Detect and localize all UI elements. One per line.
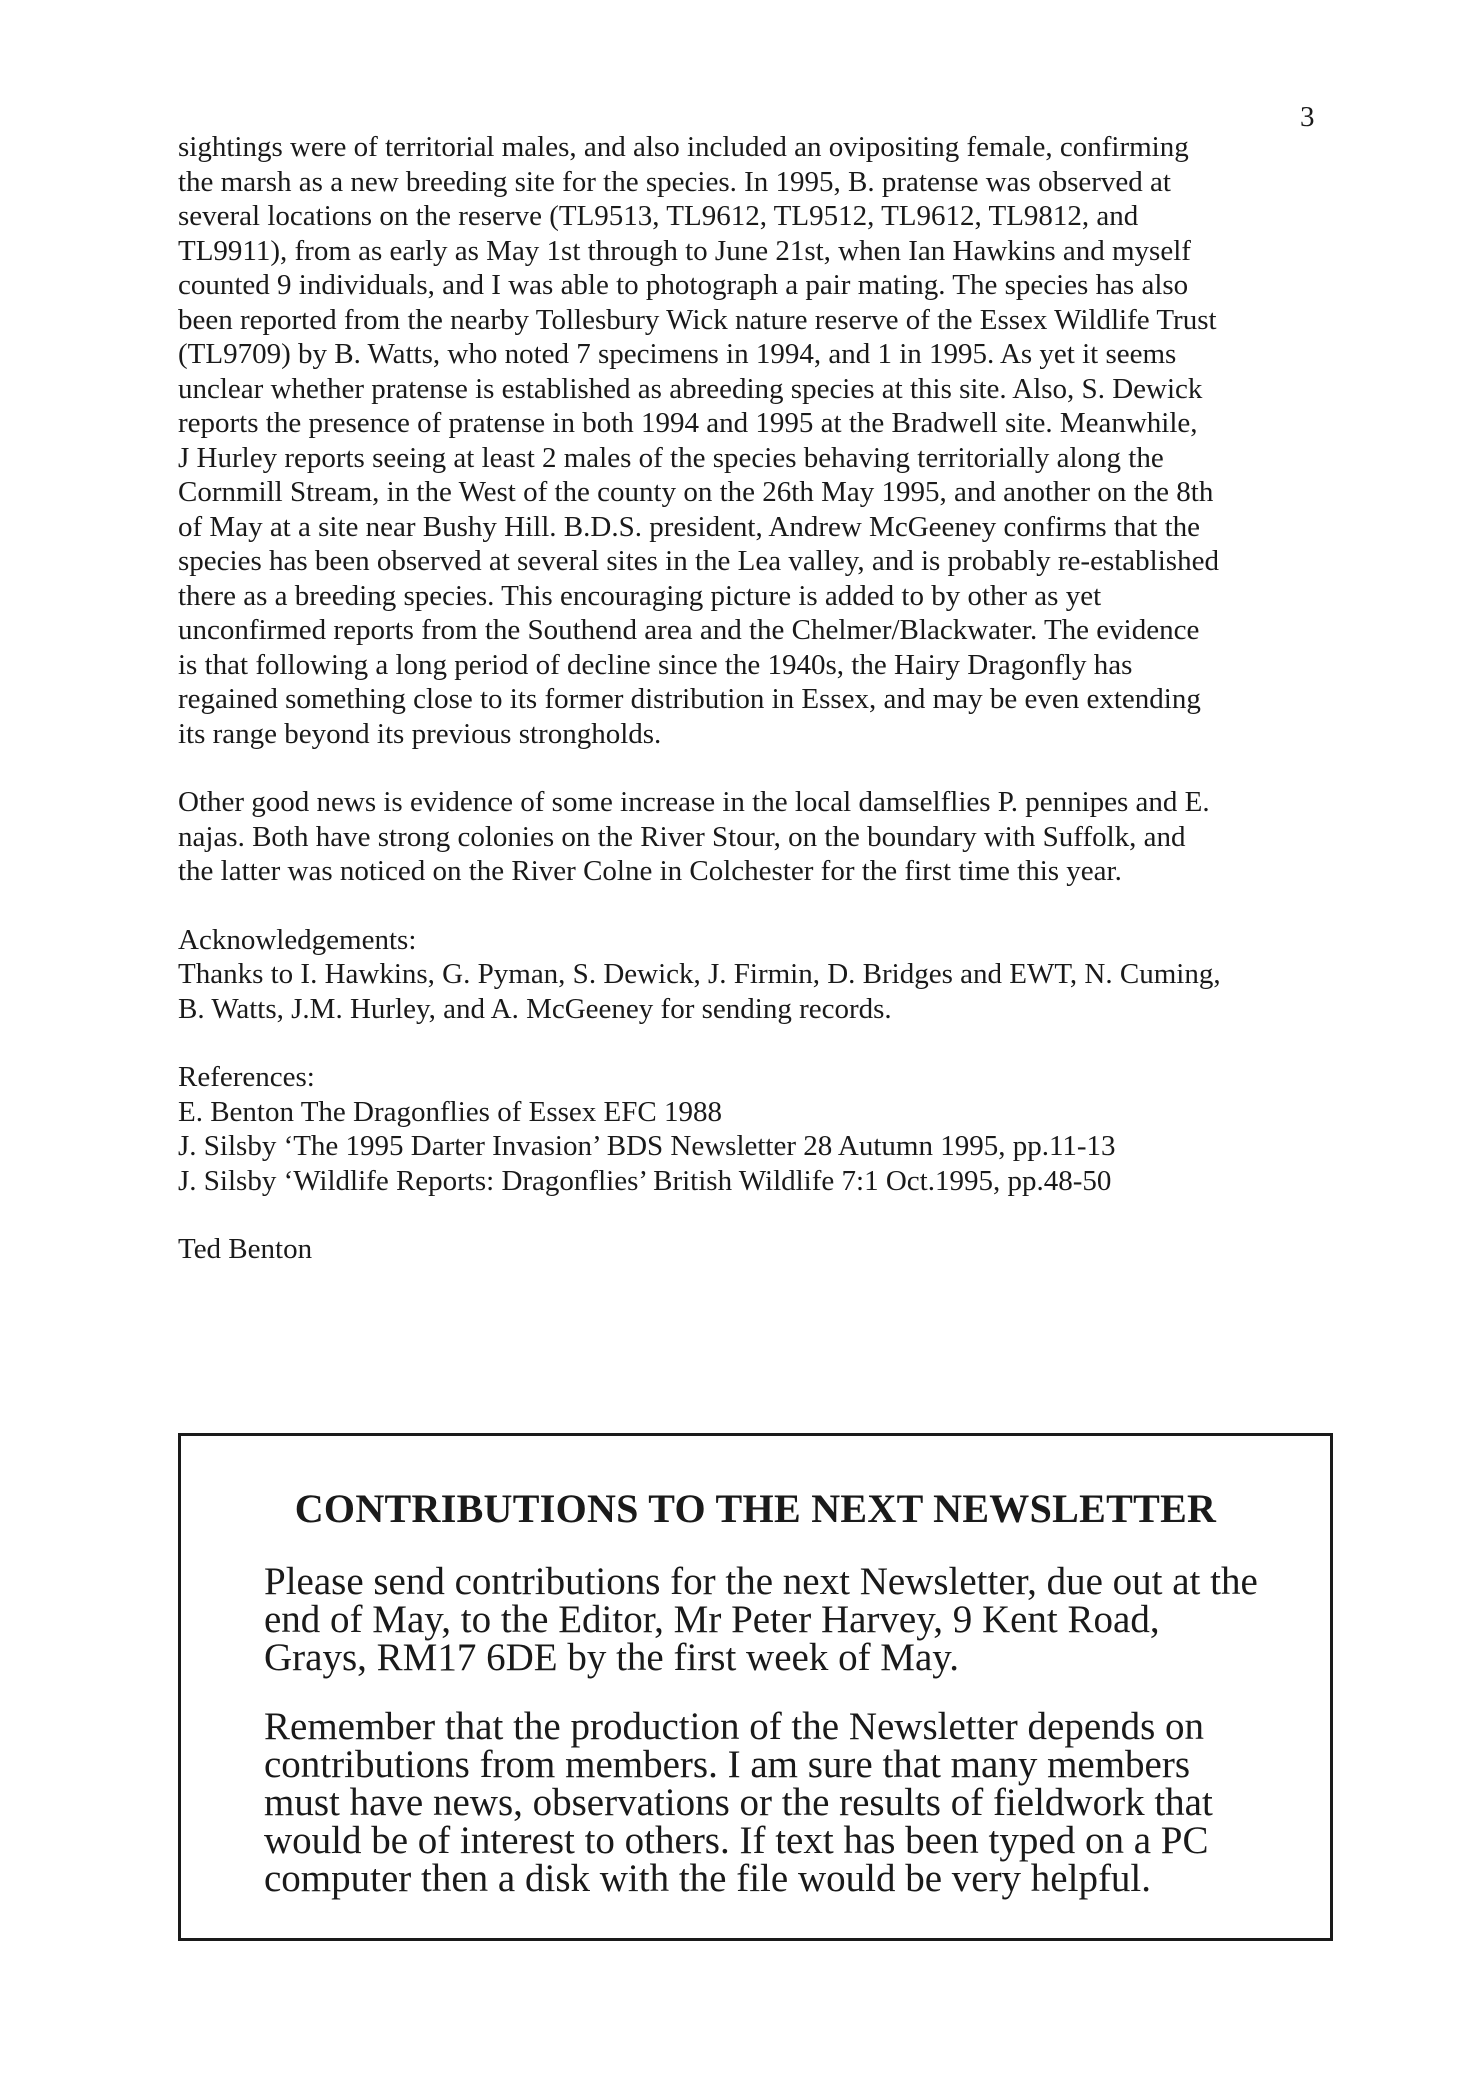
notice-line: must have news, observations or the results of fieldwork that [264, 1781, 1213, 1824]
text-line: J Hurley reports seeing at least 2 males of the species behaving territorially along the [178, 441, 1164, 474]
reference-item: E. Benton The Dragonflies of Essex EFC 1988 [178, 1095, 722, 1128]
reference-item: J. Silsby ‘Wildlife Reports: Dragonflies’ British Wildlife 7:1 Oct.1995, pp.48-50 [178, 1164, 1112, 1197]
contributions-notice-box [178, 1433, 1333, 1941]
references-heading: References: [178, 1061, 315, 1093]
text-line: its range beyond its previous strongholds. [178, 717, 662, 750]
notice-line: contributions from members. I am sure that many members [264, 1743, 1191, 1786]
text-line: the marsh as a new breeding site for the species. In 1995, B. pratense was observed at [178, 165, 1171, 198]
author-signature [178, 1232, 1358, 1267]
text-line: B. Watts, J.M. Hurley, and A. McGeeney for sending records. [178, 992, 892, 1025]
paragraph-gap [178, 751, 1358, 785]
text-line: regained something close to its former distribution in Essex, and may be even extending [178, 683, 1201, 715]
paragraph-damselflies [178, 785, 1358, 889]
acknowledgements [178, 923, 1358, 1027]
notice-line: Remember that the production of the Newsletter depends on [264, 1705, 1205, 1748]
text-line: najas. Both have strong colonies on the River Stour, on the boundary with Suffolk, and [178, 820, 1186, 853]
text-line: TL9911), from as early as May 1st through to June 21st, when Ian Hawkins and myself [178, 234, 1191, 267]
text-line: several locations on the reserve (TL9513, TL9612, TL9512, TL9612, TL9812, and [178, 200, 1139, 232]
author-name: Ted Benton [178, 1233, 313, 1265]
references [178, 1060, 1358, 1198]
notice-paragraph-2 [264, 1705, 1304, 1900]
text-line: (TL9709) by B. Watts, who noted 7 specimens in 1994, and 1 in 1995. As yet it seems [178, 338, 1177, 370]
acknowledgements-heading: Acknowledgements: [178, 923, 417, 956]
notice-line: would be of interest to others. If text has been typed on a PC [264, 1819, 1209, 1862]
page-number: 3 [1300, 101, 1315, 133]
text-line: counted 9 individuals, and I was able to photograph a pair mating. The species has also [178, 269, 1189, 301]
text-line: the latter was noticed on the River Colne in Colchester for the first time this year. [178, 855, 1122, 887]
paragraph-gap [178, 889, 1358, 923]
paragraph-gap [178, 1198, 1358, 1232]
paragraph-hairy-dragonfly [178, 130, 1358, 751]
notice-line: end of May, to the Editor, Mr Peter Harvey, 9 Kent Road, [264, 1598, 1160, 1641]
notice-line: computer then a disk with the file would be very helpful. [264, 1857, 1152, 1900]
notice-paragraph-1 [264, 1560, 1304, 1679]
article-body [178, 130, 1358, 1267]
text-line: Other good news is evidence of some increase in the local damselflies P. pennipes and E. [178, 786, 1210, 818]
reference-item: J. Silsby ‘The 1995 Darter Invasion’ BDS Newsletter 28 Autumn 1995, pp.11-13 [178, 1130, 1116, 1162]
text-line: species has been observed at several sites in the Lea valley, and is probably re-established [178, 545, 1219, 577]
notice-heading: CONTRIBUTIONS TO THE NEXT NEWSLETTER [294, 1486, 1217, 1531]
text-line: unconfirmed reports from the Southend area and the Chelmer/Blackwater. The evidence [178, 614, 1200, 646]
text-line: is that following a long period of decline since the 1940s, the Hairy Dragonfly has [178, 648, 1133, 681]
notice-line: Please send contributions for the next Newsletter, due out at the [264, 1560, 1258, 1603]
text-line: been reported from the nearby Tollesbury Wick nature reserve of the Essex Wildlife Trust [178, 303, 1217, 336]
text-line: unclear whether pratense is established as abreeding species at this site. Also, S. Dewick [178, 372, 1203, 405]
text-line: there as a breeding species. This encouraging picture is added to by other as yet [178, 579, 1102, 612]
text-line: Cornmill Stream, in the West of the county on the 26th May 1995, and another on the 8th [178, 476, 1214, 508]
text-line: of May at a site near Bushy Hill. B.D.S. president, Andrew McGeeney confirms that the [178, 510, 1201, 543]
text-line: Thanks to I. Hawkins, G. Pyman, S. Dewick, J. Firmin, D. Bridges and EWT, N. Cuming, [178, 958, 1221, 990]
text-line: reports the presence of pratense in both 1994 and 1995 at the Bradwell site. Meanwhile, [178, 407, 1198, 439]
notice-line: Grays, RM17 6DE by the first week of May. [264, 1636, 960, 1679]
paragraph-gap [178, 1026, 1358, 1060]
text-line: sightings were of territorial males, and also included an ovipositing female, confirming [178, 131, 1189, 163]
